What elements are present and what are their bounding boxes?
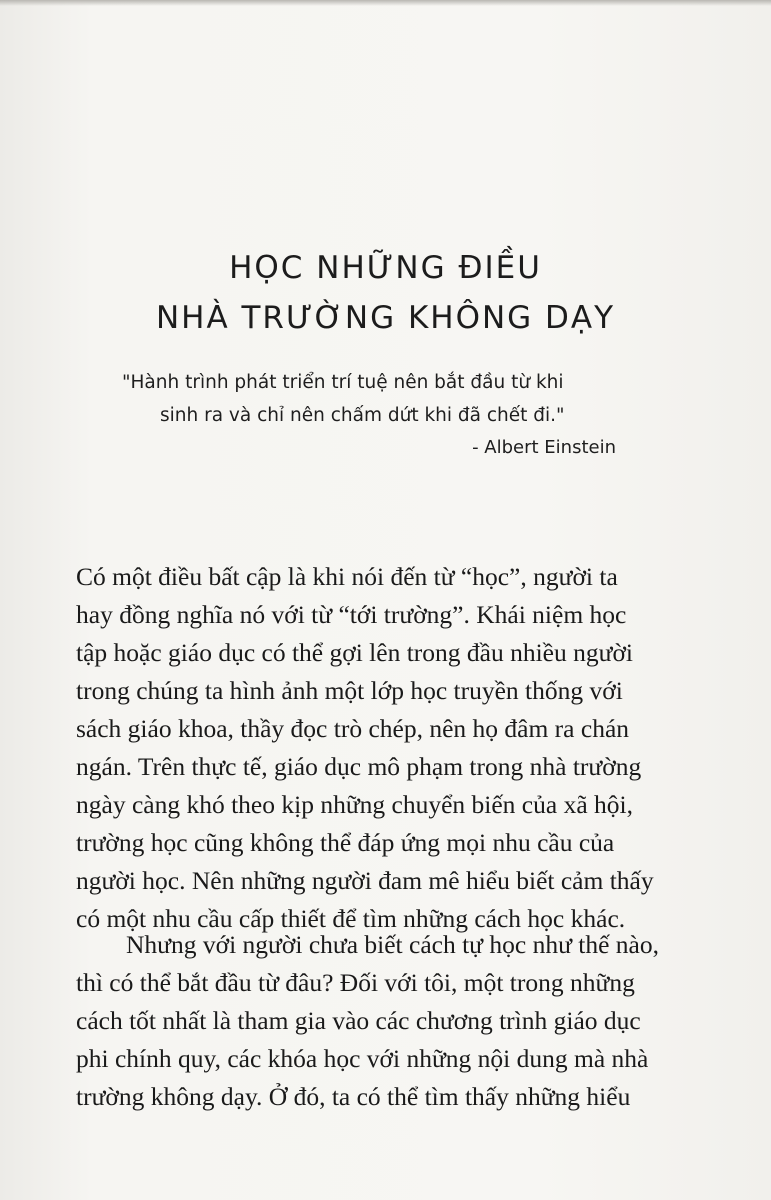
body-line: trong chúng ta hình ảnh một lớp học truyền thống với <box>76 676 623 705</box>
body-line: ngán. Trên thực tế, giáo dục mô phạm trong nhà trường <box>76 752 642 781</box>
body-line: trường không dạy. Ở đó, ta có thể tìm thấy những hiểu <box>76 1082 631 1111</box>
chapter-title-line-1: HỌC NHỮNG ĐIỀU <box>229 250 542 286</box>
body-line: cách tốt nhất là tham gia vào các chương trình giáo dục <box>76 1006 641 1035</box>
body-line: sách giáo khoa, thầy đọc trò chép, nên họ đâm ra chán <box>76 714 630 743</box>
page-top-edge <box>0 0 771 6</box>
body-line: có một nhu cầu cấp thiết để tìm những cách học khác. <box>76 904 626 933</box>
body-line: người học. Nên những người đam mê hiểu biết cảm thấy <box>76 866 654 895</box>
body-line: thì có thể bắt đầu từ đâu? Đối với tôi, một trong những <box>76 968 635 997</box>
epigraph-line-1: "Hành trình phát triển trí tuệ nên bắt đầu từ khi <box>122 372 564 393</box>
epigraph-line-2: sinh ra và chỉ nên chấm dứt khi đã chết đi." <box>160 405 565 426</box>
body-line: Có một điều bất cập là khi nói đến từ “học”, người ta <box>76 562 618 591</box>
body-line: hay đồng nghĩa nó với từ “tới trường”. Khái niệm học <box>76 600 627 629</box>
body-line: phi chính quy, các khóa học với những nội dung mà nhà <box>76 1044 649 1073</box>
body-line: tập hoặc giáo dục có thể gợi lên trong đầu nhiều người <box>76 638 634 667</box>
body-line: trường học cũng không thể đáp ứng mọi nhu cầu của <box>76 828 615 857</box>
body-line: ngày càng khó theo kịp những chuyển biến của xã hội, <box>76 790 633 819</box>
epigraph-attribution: - Albert Einstein <box>472 437 616 458</box>
chapter-title-line-2: NHÀ TRƯỜNG KHÔNG DẠY <box>155 300 616 336</box>
body-line: Nhưng với người chưa biết cách tự học như thế nào, <box>126 930 659 959</box>
